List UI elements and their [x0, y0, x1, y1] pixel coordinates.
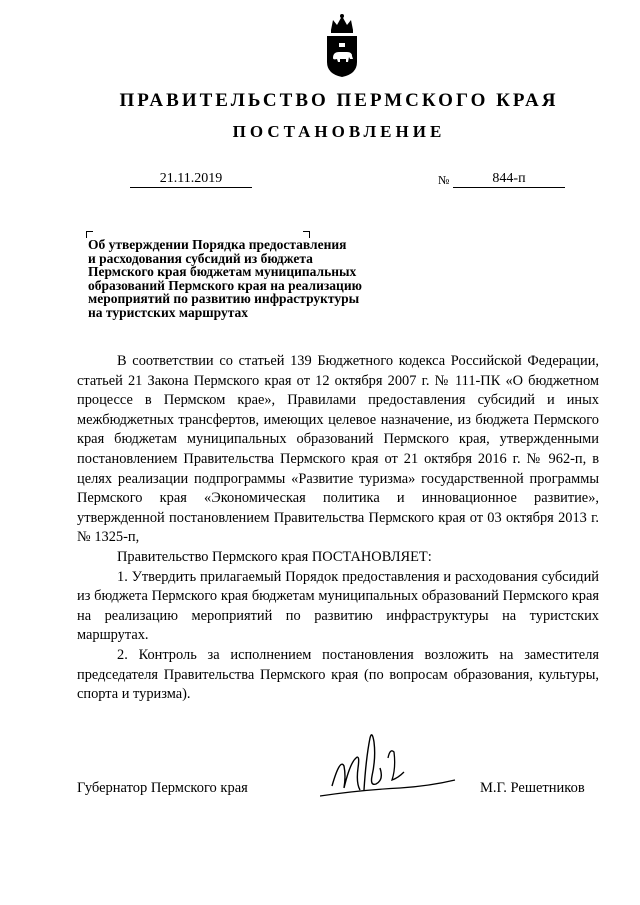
- subject-line: и расходования субсидий из бюджета: [88, 250, 313, 266]
- body-paragraph: В соответствии со статьей 139 Бюджетного кодекса Российской Федерации, статьей 21 Закона Пермского края от 12 октября 2007 г. № 111-ПК «О бюджетном процессе в Пермском крае», Правилами предоставления субсидий и иных межбюджетных трансфертов, имеющих целевое назначение, из бюджета Пермского края бюджетам муниципальных образований Пермского края, утвержденными постановлением Правительства Пермского края от 21 октября 2016 г. № 962-п, в целях реализации подпрограммы «Развитие туризма» государственной программы Пермского края «Экономическая политика и инновационное развитие», утвержденной постановлением Правительства Пермского края от 03 октября 2013 г. № 1325-п,: [77, 353, 599, 546]
- subject-line: Пермского края бюджетам муниципальных: [88, 264, 357, 279]
- document-number: 844-п: [453, 170, 565, 188]
- subject-line: на туристских маршрутах: [88, 304, 248, 320]
- government-title: ПРАВИТЕЛЬСТВО ПЕРМСКОГО КРАЯ: [119, 90, 559, 111]
- number-sign: №: [438, 173, 450, 187]
- signer-title: Губернатор Пермского края: [77, 780, 248, 796]
- document-type: ПОСТАНОВЛЕНИЕ: [232, 122, 446, 141]
- body-paragraph: Правительство Пермского края ПОСТАНОВЛЯЕТ:: [117, 548, 432, 565]
- document-body: [77, 352, 599, 705]
- subject-line: образований Пермского края на реализацию: [88, 277, 362, 293]
- subject-line: Об утверждении Порядка предоставления: [88, 237, 347, 252]
- body-paragraph: 2. Контроль за исполнением постановления возложить на заместителя председателя Правительства Пермского края (по вопросам образования, культуры, спорта и туризма).: [77, 646, 599, 703]
- body-paragraph: 1. Утвердить прилагаемый Порядок предоставления и расходования субсидий из бюджета Пермского края бюджетам муниципальных образований Пермского края на реализацию мероприятий по развитию инфраструктуры на туристских маршрутах.: [77, 568, 599, 644]
- signer-name: М.Г. Решетников: [480, 780, 585, 796]
- document-date: 21.11.2019: [130, 170, 252, 188]
- document-subject: [88, 238, 418, 319]
- perm-krai-coat-of-arms-icon: [321, 12, 363, 78]
- handwritten-signature: [320, 728, 460, 808]
- subject-line: мероприятий по развитию инфраструктуры: [88, 291, 360, 306]
